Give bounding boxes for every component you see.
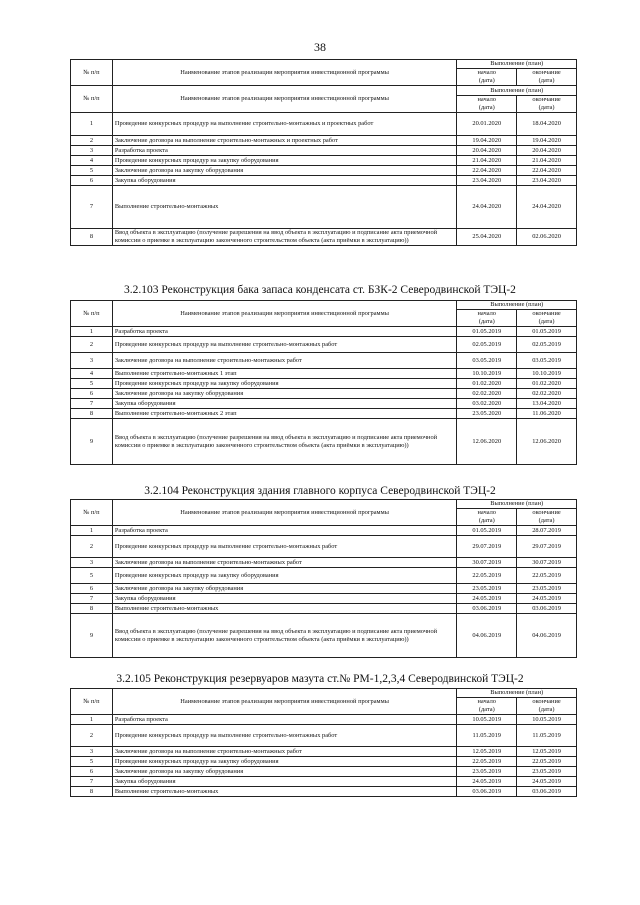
row-number: 6 (71, 767, 113, 777)
stage-name: Заключение договора на выполнение строительно-монтажных и проектных работ (112, 136, 457, 146)
col-end-header-date: (дата) (538, 318, 555, 326)
col-end-header-date: (дата) (538, 706, 555, 714)
start-date: 04.06.2019 (457, 614, 517, 658)
stage-name: Разработка проекта (112, 526, 457, 536)
row-number: 7 (71, 594, 113, 604)
start-date: 03.06.2019 (457, 604, 517, 614)
end-date: 02.06.2020 (517, 229, 577, 246)
start-date: 11.05.2019 (457, 725, 517, 747)
start-date: 03.02.2020 (457, 399, 517, 409)
table-row (71, 176, 577, 186)
col-start-header-label: начало (477, 310, 496, 318)
row-number: 1 (71, 327, 113, 337)
table-row (71, 787, 577, 797)
col-start-header-date: (дата) (478, 104, 495, 112)
table-row (71, 389, 577, 399)
stage-name: Заключение договора на закупку оборудования (112, 166, 457, 176)
table-row (71, 399, 577, 409)
col-start-header-label: начало (477, 69, 496, 76)
header-row (71, 301, 577, 310)
start-date: 29.07.2019 (457, 536, 517, 558)
start-date: 01.02.2020 (457, 379, 517, 389)
row-number: 6 (71, 584, 113, 594)
col-start-header (457, 69, 517, 86)
end-date: 22.05.2019 (517, 757, 577, 767)
row-number: 3 (71, 558, 113, 568)
stage-name: Ввод объекта в эксплуатацию (получение разрешения на ввод объекта в эксплуатацию и подписание акта приемочной комиссии о приемке в эксплуатацию законченного строительством объекта (акта приёмки в эксплуатацию)) (112, 229, 457, 246)
col-exec-header: Выполнение (план) (457, 60, 577, 69)
schedule-table (70, 59, 577, 246)
row-number: 3 (71, 146, 113, 156)
col-exec-header: Выполнение (план) (457, 86, 577, 96)
table-row (71, 747, 577, 757)
section-title: 3.2.105 Реконструкция резервуаров мазута ст.№ РМ-1,2,3,4 Северодвинской ТЭЦ-2 (116, 673, 524, 685)
table-row (71, 409, 577, 419)
row-number: 7 (71, 777, 113, 787)
col-name-header: Наименование этапов реализации мероприятия инвестиционной программы (112, 689, 457, 715)
col-no-header: № п/п (71, 60, 113, 86)
end-date: 02.05.2019 (517, 337, 577, 353)
row-number: 5 (71, 568, 113, 584)
row-number: 8 (71, 787, 113, 797)
stage-name: Проведение конкурсных процедур на выполнение строительно-монтажных работ (112, 536, 457, 558)
table-row (71, 113, 577, 136)
table-row (71, 757, 577, 767)
stage-name: Ввод объекта в эксплуатацию (получение разрешения на ввод объекта в эксплуатацию и подписание акта приемочной комиссии о приемке в эксплуатацию законченного строительством объекта (акта приёмки в эксплуатацию)) (112, 614, 457, 658)
start-date: 24.05.2019 (457, 777, 517, 787)
start-date: 10.10.2019 (457, 369, 517, 379)
end-date: 03.06.2019 (517, 787, 577, 797)
row-number: 8 (71, 229, 113, 246)
header-row (71, 60, 577, 69)
stage-name: Закупка оборудования (112, 399, 457, 409)
row-number: 2 (71, 136, 113, 146)
end-date: 30.07.2019 (517, 558, 577, 568)
row-number: 2 (71, 536, 113, 558)
col-end-header-label: окончание (532, 310, 561, 318)
col-no-header: № п/п (71, 86, 113, 113)
stage-name: Заключение договора на выполнение строительно-монтажных работ (112, 747, 457, 757)
start-date: 02.05.2019 (457, 337, 517, 353)
row-number: 3 (71, 353, 113, 369)
end-date: 23.04.2020 (517, 176, 577, 186)
start-date: 22.04.2020 (457, 166, 517, 176)
start-date: 19.04.2020 (457, 136, 517, 146)
col-name-header: Наименование этапов реализации мероприятия инвестиционной программы (112, 301, 457, 327)
start-date: 20.01.2020 (457, 113, 517, 136)
stage-name: Проведение конкурсных процедур на выполнение строительно-монтажных работ (112, 725, 457, 747)
stage-name: Выполнение строительно-монтажных 2 этап (112, 409, 457, 419)
stage-name: Выполнение строительно-монтажных 1 этап (112, 369, 457, 379)
end-date: 24.04.2020 (517, 186, 577, 229)
table-row (71, 558, 577, 568)
stage-name: Проведение конкурсных процедур на закупку оборудования (112, 757, 457, 767)
schedule-table (70, 300, 577, 465)
stage-name: Заключение договора на закупку оборудования (112, 389, 457, 399)
start-date: 10.05.2019 (457, 715, 517, 725)
end-date: 12.06.2020 (517, 419, 577, 465)
table-row (71, 327, 577, 337)
col-start-header-date: (дата) (478, 77, 495, 84)
stage-name: Проведение конкурсных процедур на закупку оборудования (112, 568, 457, 584)
table-row (71, 186, 577, 229)
end-date: 22.05.2019 (517, 568, 577, 584)
stage-name: Заключение договора на выполнение строительно-монтажных работ (112, 558, 457, 568)
col-no-header: № п/п (71, 500, 113, 526)
table-row (71, 584, 577, 594)
row-number: 8 (71, 409, 113, 419)
start-date: 21.04.2020 (457, 156, 517, 166)
section-title: 3.2.104 Реконструкция здания главного корпуса Северодвинской ТЭЦ-2 (144, 485, 496, 497)
end-date: 29.07.2019 (517, 536, 577, 558)
row-number: 9 (71, 419, 113, 465)
table-row (71, 614, 577, 658)
row-number: 4 (71, 156, 113, 166)
stage-name: Заключение договора на закупку оборудования (112, 767, 457, 777)
start-date: 22.05.2019 (457, 757, 517, 767)
table-row (71, 767, 577, 777)
stage-name: Заключение договора на закупку оборудования (112, 584, 457, 594)
stage-name: Закупка оборудования (112, 777, 457, 787)
stage-name: Проведение конкурсных процедур на закупку оборудования (112, 379, 457, 389)
row-number: 5 (71, 166, 113, 176)
page-number: 38 (314, 40, 326, 54)
col-end-header (517, 310, 577, 327)
end-date: 24.05.2019 (517, 777, 577, 787)
col-exec-header: Выполнение (план) (457, 689, 577, 698)
col-start-header-label: начало (477, 96, 496, 104)
col-name-header: Наименование этапов реализации мероприятия инвестиционной программы (112, 60, 457, 86)
row-number: 2 (71, 725, 113, 747)
end-date: 13.04.2020 (517, 399, 577, 409)
stage-name: Проведение конкурсных процедур на закупку оборудования (112, 156, 457, 166)
end-date: 21.04.2020 (517, 156, 577, 166)
stage-name: Заключение договора на выполнение строительно-монтажных работ (112, 353, 457, 369)
col-end-header-date: (дата) (538, 77, 555, 84)
end-date: 01.05.2019 (517, 327, 577, 337)
end-date: 23.05.2019 (517, 584, 577, 594)
start-date: 20.04.2020 (457, 146, 517, 156)
row-number: 5 (71, 757, 113, 767)
row-number: 2 (71, 337, 113, 353)
end-date: 11.05.2019 (517, 725, 577, 747)
row-number: 1 (71, 526, 113, 536)
stage-name: Ввод объекта в эксплуатацию (получение разрешения на ввод объекта в эксплуатацию и подписание акта приемочной комиссии о приемке в эксплуатацию законченного строительством объекта (акта приёмки в эксплуатацию)) (112, 419, 457, 465)
row-number: 6 (71, 176, 113, 186)
col-start-header (457, 96, 517, 113)
header-row (71, 500, 577, 509)
table-row (71, 146, 577, 156)
start-date: 12.06.2020 (457, 419, 517, 465)
start-date: 23.05.2019 (457, 767, 517, 777)
col-name-header: Наименование этапов реализации мероприятия инвестиционной программы (112, 86, 457, 113)
col-start-header-label: начало (477, 509, 496, 517)
start-date: 23.05.2019 (457, 584, 517, 594)
row-number: 1 (71, 715, 113, 725)
col-exec-header: Выполнение (план) (457, 301, 577, 310)
row-number: 4 (71, 369, 113, 379)
end-date: 20.04.2020 (517, 146, 577, 156)
col-start-header-date: (дата) (478, 517, 495, 525)
end-date: 12.05.2019 (517, 747, 577, 757)
stage-name: Разработка проекта (112, 146, 457, 156)
start-date: 24.04.2020 (457, 186, 517, 229)
stage-name: Разработка проекта (112, 715, 457, 725)
end-date: 10.05.2019 (517, 715, 577, 725)
table-row (71, 229, 577, 246)
col-start-header (457, 509, 517, 526)
table-row (71, 419, 577, 465)
end-date: 22.04.2020 (517, 166, 577, 176)
table-row (71, 604, 577, 614)
row-number: 3 (71, 747, 113, 757)
end-date: 03.06.2019 (517, 604, 577, 614)
stage-name: Закупка оборудования (112, 176, 457, 186)
end-date: 02.02.2020 (517, 389, 577, 399)
table-row (71, 715, 577, 725)
start-date: 03.06.2019 (457, 787, 517, 797)
stage-name: Разработка проекта (112, 327, 457, 337)
col-end-header-date: (дата) (538, 104, 555, 112)
table-row (71, 166, 577, 176)
row-number: 8 (71, 604, 113, 614)
stage-name: Проведение конкурсных процедур на выполнение строительно-монтажных работ (112, 337, 457, 353)
col-start-header-date: (дата) (478, 318, 495, 326)
col-start-header-label: начало (477, 698, 496, 706)
col-name-header: Наименование этапов реализации мероприятия инвестиционной программы (112, 500, 457, 526)
schedule-table (70, 499, 577, 658)
col-end-header (517, 698, 577, 715)
table-row (71, 136, 577, 146)
start-date: 24.05.2019 (457, 594, 517, 604)
section-title: 3.2.103 Реконструкция бака запаса конденсата ст. БЗК-2 Северодвинской ТЭЦ-2 (124, 284, 516, 296)
end-date: 01.02.2020 (517, 379, 577, 389)
row-number: 7 (71, 186, 113, 229)
start-date: 22.05.2019 (457, 568, 517, 584)
col-end-header-label: окончание (532, 509, 561, 517)
start-date: 01.05.2019 (457, 327, 517, 337)
col-end-header-label: окончание (532, 69, 561, 76)
col-exec-header: Выполнение (план) (457, 500, 577, 509)
row-number: 5 (71, 379, 113, 389)
stage-name: Выполнение строительно-монтажных (112, 787, 457, 797)
col-end-header (517, 96, 577, 113)
start-date: 02.02.2020 (457, 389, 517, 399)
end-date: 11.06.2020 (517, 409, 577, 419)
table-row (71, 353, 577, 369)
col-no-header: № п/п (71, 301, 113, 327)
col-end-header-label: окончание (532, 698, 561, 706)
header-row (71, 689, 577, 698)
end-date: 03.05.2019 (517, 353, 577, 369)
stage-name: Выполнение строительно-монтажных (112, 186, 457, 229)
end-date: 18.04.2020 (517, 113, 577, 136)
end-date: 23.05.2019 (517, 767, 577, 777)
start-date: 12.05.2019 (457, 747, 517, 757)
start-date: 23.04.2020 (457, 176, 517, 186)
end-date: 28.07.2019 (517, 526, 577, 536)
col-end-header-label: окончание (532, 96, 561, 104)
table-row (71, 379, 577, 389)
table-row (71, 369, 577, 379)
schedule-table (70, 688, 577, 797)
end-date: 10.10.2019 (517, 369, 577, 379)
end-date: 19.04.2020 (517, 136, 577, 146)
start-date: 30.07.2019 (457, 558, 517, 568)
table-row (71, 536, 577, 558)
header-row (71, 86, 577, 96)
col-end-header (517, 69, 577, 86)
start-date: 23.05.2020 (457, 409, 517, 419)
col-end-header (517, 509, 577, 526)
stage-name: Выполнение строительно-монтажных (112, 604, 457, 614)
row-number: 1 (71, 113, 113, 136)
row-number: 6 (71, 389, 113, 399)
col-no-header: № п/п (71, 689, 113, 715)
col-start-header (457, 698, 517, 715)
start-date: 01.05.2019 (457, 526, 517, 536)
stage-name: Закупка оборудования (112, 594, 457, 604)
end-date: 04.06.2019 (517, 614, 577, 658)
col-start-header-date: (дата) (478, 706, 495, 714)
table-row (71, 337, 577, 353)
table-row (71, 777, 577, 787)
col-end-header-date: (дата) (538, 517, 555, 525)
row-number: 9 (71, 614, 113, 658)
col-start-header (457, 310, 517, 327)
stage-name: Проведение конкурсных процедур на выполнение строительно-монтажных и проектных работ (112, 113, 457, 136)
table-row (71, 526, 577, 536)
end-date: 24.05.2019 (517, 594, 577, 604)
table-row (71, 725, 577, 747)
table-row (71, 156, 577, 166)
start-date: 03.05.2019 (457, 353, 517, 369)
row-number: 7 (71, 399, 113, 409)
table-row (71, 594, 577, 604)
table-row (71, 568, 577, 584)
start-date: 25.04.2020 (457, 229, 517, 246)
